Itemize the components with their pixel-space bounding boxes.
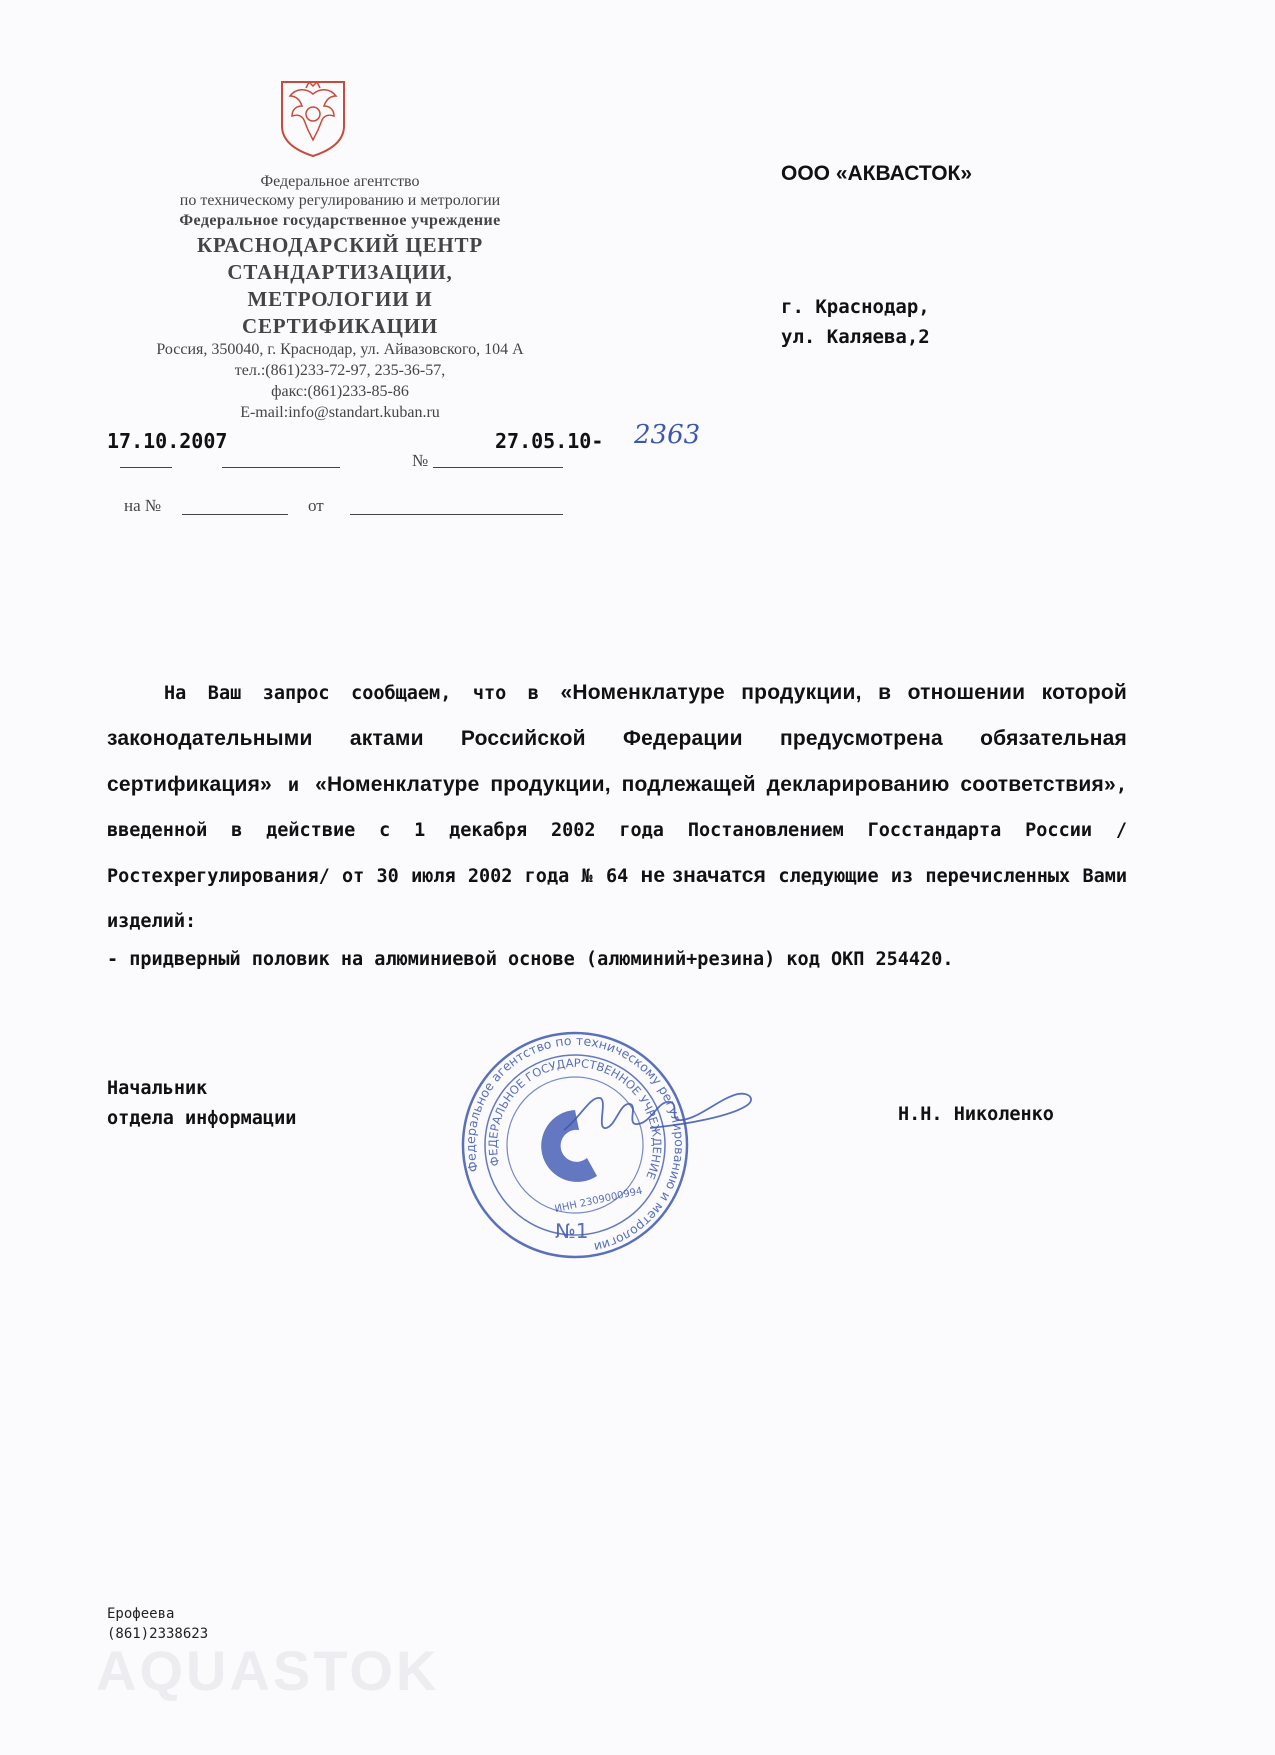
reply-number-line	[182, 514, 288, 515]
coat-of-arms-emblem	[276, 74, 350, 158]
agency-line: по техническому регулированию и метрологии	[179, 192, 501, 209]
agency-type-line: Федеральное государственное учреждение	[179, 212, 501, 229]
agency-line: Федеральное агентство	[260, 173, 420, 190]
position-line: отдела информации	[107, 1108, 297, 1129]
date-line	[222, 467, 340, 468]
letter-date: 17.10.2007	[107, 429, 228, 453]
center-name-line: МЕТРОЛОГИИ И	[247, 287, 433, 311]
address: Россия, 350040, г. Краснодар, ул. Айвазовского, 104 А	[156, 341, 524, 358]
agency-header	[96, 172, 584, 423]
center-name-line: СЕРТИФИКАЦИИ	[242, 314, 438, 338]
watermark: AQUASTOK	[96, 1639, 440, 1702]
svg-text:ИНН 2309000994: ИНН 2309000994	[553, 1185, 644, 1216]
from-label: от	[308, 496, 324, 515]
email: E-mail:info@standart.kuban.ru	[240, 404, 440, 421]
svg-text:№1: №1	[555, 1219, 589, 1243]
number-line	[433, 467, 563, 468]
signer-position	[107, 1074, 296, 1134]
executor-phone: (861)2338623	[107, 1626, 209, 1642]
center-name-line: КРАСНОДАРСКИЙ ЦЕНТР	[197, 233, 483, 257]
reply-label: на №	[124, 496, 162, 515]
number-label: №	[412, 451, 429, 470]
outgoing-number: 27.05.10-	[495, 429, 604, 453]
handwritten-number: 2363	[634, 420, 701, 450]
from-date-line	[350, 514, 563, 515]
product-item: - придверный половик на алюминиевой основе (алюминий+резина) код ОКП 254420.	[107, 949, 954, 970]
recipient-name: ООО «АКВАСТОК»	[781, 162, 973, 185]
phone: тел.:(861)233-72-97, 235-36-57,	[234, 362, 446, 379]
svg-text:Федеральное агентство по техни: Федеральное агентство по техническому регулированию и метрологии	[462, 1032, 688, 1256]
recipient-city: г. Краснодар,	[781, 296, 930, 318]
svg-text:ФЕДЕРАЛЬНОЕ ГОСУДАРСТВЕННОЕ УЧ: ФЕДЕРАЛЬНОЕ ГОСУДАРСТВЕННОЕ УЧРЕЖДЕНИЕ	[485, 1055, 665, 1182]
body-paragraph: На Ваш запрос сообщаем, что в «Номенклатуре продукции, в отношении которой законодательными актами Российской Федерации предусмотрена обязательная сертификация» и «Номенклатуре продукции, подлежащей декларированию соответствия», введенной в действие с 1 декабря 2002 года Постановлением Госстандарта России /Ростехрегулирования/ от 30 июля 2002 года № 64 не значатся следующие из перечисленных Вами изделий:	[107, 681, 1127, 932]
position-line: Начальник	[107, 1078, 208, 1099]
center-name-line: СТАНДАРТИЗАЦИИ,	[227, 260, 453, 284]
recipient-street: ул. Каляева,2	[781, 326, 930, 348]
executor-name: Ерофеева	[107, 1606, 175, 1622]
signer-name: Н.Н. Николенко	[898, 1104, 1054, 1125]
fax: факс:(861)233-85-86	[271, 383, 409, 400]
date-line	[120, 467, 172, 468]
handwritten-signature	[560, 1078, 760, 1148]
recipient-address	[781, 292, 930, 352]
